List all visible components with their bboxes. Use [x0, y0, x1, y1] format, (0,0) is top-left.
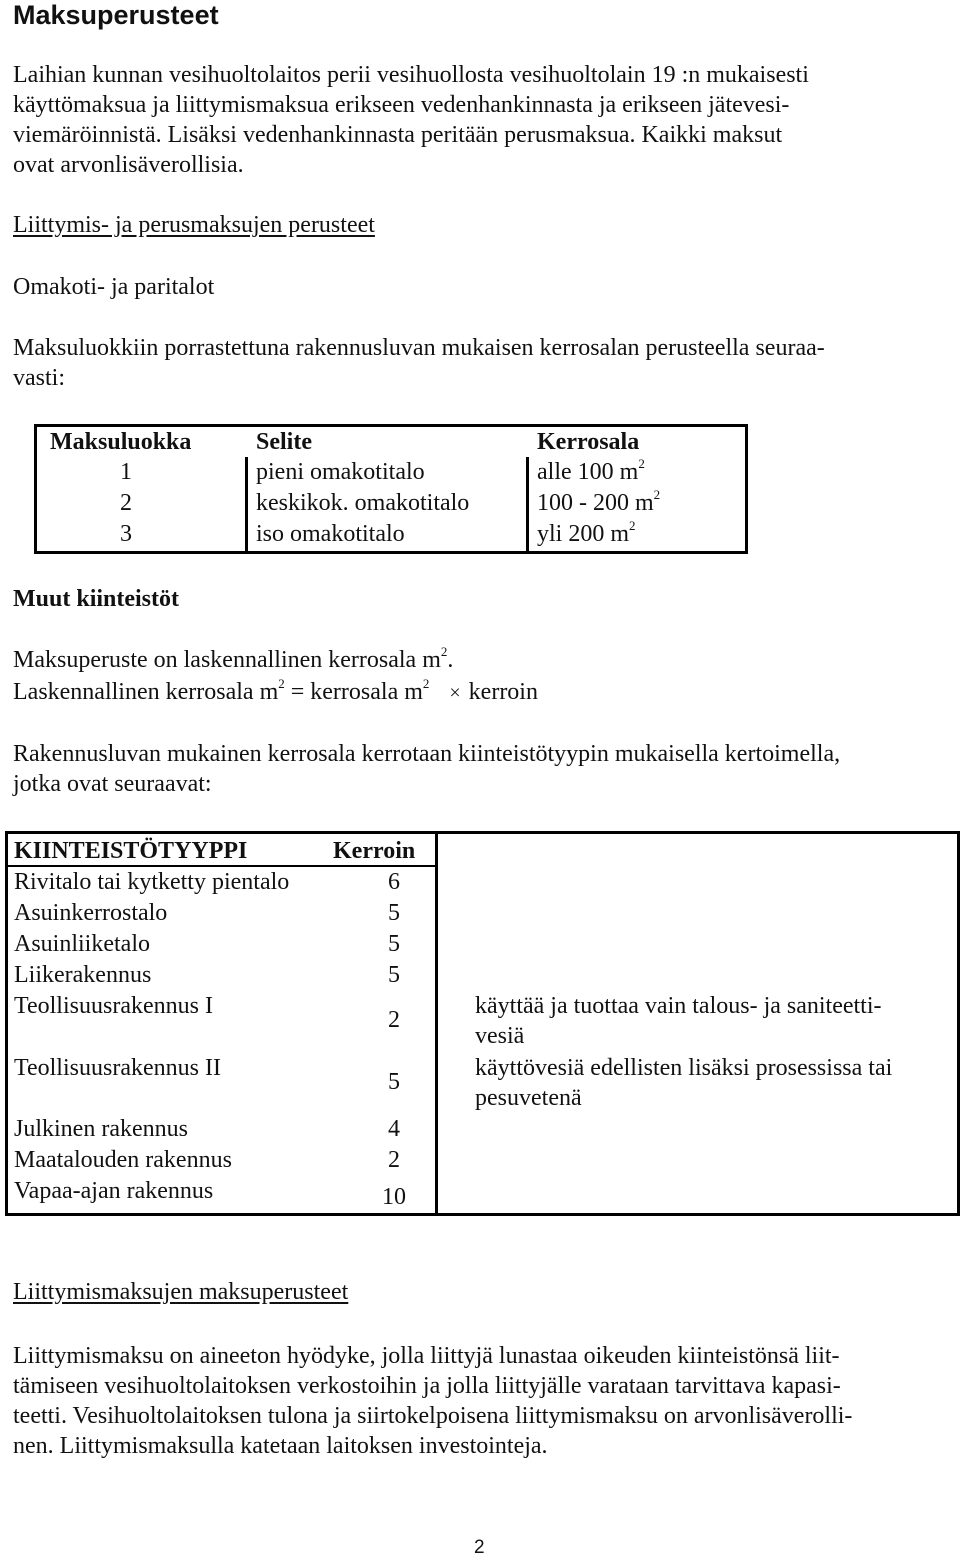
table-cell-type: Teollisuusrakennus I — [14, 993, 213, 1019]
table-cell-area: alle 100 $m^2$ — [537, 456, 645, 485]
intro-line: ovat arvonlisäverollisia. — [13, 152, 244, 178]
table-cell-factor: 5 — [388, 931, 400, 957]
paragraph-line: Maksuluokkiin porrastettuna rakennusluvan mukaisen kerrosalan perusteella seuraa- — [13, 335, 825, 361]
intro-line: viemäröinnistä. Lisäksi vedenhankinnasta peritään perusmaksua. Kaikki maksut — [13, 122, 783, 148]
table-cell-type: Julkinen rakennus — [14, 1116, 188, 1142]
table-cell-type: Rivitalo tai kytketty pientalo — [14, 869, 290, 895]
subheading-omakoti: Omakoti- ja paritalot — [13, 274, 215, 300]
formula-line-2: Laskennallinen kerrosala $m^2$ = kerrosala $m^2$ × kerroin — [13, 676, 538, 705]
formula-line-1: Maksuperuste on laskennallinen kerrosala $m^2$. — [13, 644, 454, 673]
table-cell-factor: 10 — [382, 1184, 406, 1210]
table-cell-factor: 5 — [388, 962, 400, 988]
maksuluokka-table — [34, 424, 748, 554]
section-heading-liittymis-perus: Liittymis- ja perusmaksujen perusteet — [13, 212, 375, 238]
table-cell-type: Asuinliiketalo — [14, 931, 150, 957]
intro-line: käyttömaksua ja liittymismaksua erikseen vedenhankinnasta ja erikseen jätevesi- — [13, 92, 790, 118]
paragraph-kertoimet — [13, 739, 840, 799]
column-header-maksuluokka: Maksuluokka — [50, 429, 192, 455]
table-cell-class: 2 — [120, 490, 132, 516]
paragraph-line: jotka ovat seuraavat: — [13, 771, 212, 797]
table-cell-type: Liikerakennus — [14, 962, 152, 988]
table-cell-area: 100 - 200 $m^2$ — [537, 487, 661, 516]
paragraph-line: Rakennusluvan mukainen kerrosala kerrotaan kiinteistötyypin mukaisella kertoimella, — [13, 741, 841, 767]
table-cell-class: 3 — [120, 521, 132, 547]
paragraph-line: vasti: — [13, 365, 65, 391]
column-header-kerroin: Kerroin — [333, 838, 416, 864]
kiinteistotyyppi-table — [5, 831, 960, 1216]
table-cell-note: käyttää ja tuottaa vain talous- ja saniteetti- vesiä — [475, 993, 882, 1049]
table-cell-note: käyttövesiä edellisten lisäksi prosessissa tai pesuvetenä — [475, 1055, 893, 1111]
paragraph-line: nen. Liittymismaksulla katetaan laitoksen investointeja. — [13, 1433, 548, 1459]
section-heading-liittymismaksut: Liittymismaksujen maksuperusteet — [13, 1279, 349, 1305]
paragraph-maksuluokat — [13, 333, 825, 393]
paragraph-line: tämiseen vesihuoltolaitoksen verkostoihin ja jolla liittyjälle varataan tarvittava kapasi- — [13, 1373, 841, 1399]
page-title: Maksuperusteet — [13, 0, 219, 30]
table-cell-type: Vapaa-ajan rakennus — [14, 1178, 214, 1204]
column-header-kiinteistotyyppi: KIINTEISTÖTYYPPI — [14, 838, 248, 864]
table-cell-type: Maatalouden rakennus — [14, 1147, 232, 1173]
table-cell-description: keskikok. omakotitalo — [256, 490, 470, 516]
table-cell-type: Asuinkerrostalo — [14, 900, 168, 926]
column-header-kerrosala: Kerrosala — [537, 429, 640, 455]
table-cell-factor: 2 — [388, 1147, 400, 1173]
subheading-muut-kiinteistot: Muut kiinteistöt — [13, 586, 180, 612]
column-header-selite: Selite — [256, 429, 312, 455]
table-cell-factor: 5 — [388, 1069, 400, 1095]
intro-paragraph — [13, 60, 809, 180]
multiply-symbol: × — [449, 682, 461, 704]
paragraph-line: Liittymismaksu on aineeton hyödyke, jolla liittyjä lunastaa oikeuden kiinteistönsä liit- — [13, 1343, 840, 1369]
table-cell-factor: 4 — [388, 1116, 400, 1142]
table-cell-type: Teollisuusrakennus II — [14, 1055, 221, 1081]
table-cell-area: yli 200 $m^2$ — [537, 518, 636, 547]
table-cell-factor: 6 — [388, 869, 400, 895]
table-cell-description: pieni omakotitalo — [256, 459, 425, 485]
paragraph-line: teetti. Vesihuoltolaitoksen tulona ja siirtokelpoisena liittymismaksu on arvonlisäverolli- — [13, 1403, 853, 1429]
intro-line: Laihian kunnan vesihuoltolaitos perii vesihuollosta vesihuoltolain 19 :n mukaisesti — [13, 62, 809, 88]
table-divider — [526, 457, 529, 554]
table-divider — [435, 834, 438, 1213]
page-number: 2 — [474, 1537, 485, 1558]
table-cell-class: 1 — [120, 459, 132, 485]
paragraph-liittymismaksu — [13, 1341, 852, 1461]
table-divider — [8, 865, 435, 867]
table-cell-factor: 5 — [388, 900, 400, 926]
table-cell-description: iso omakotitalo — [256, 521, 405, 547]
table-cell-factor: 2 — [388, 1007, 400, 1033]
table-divider — [245, 457, 248, 554]
